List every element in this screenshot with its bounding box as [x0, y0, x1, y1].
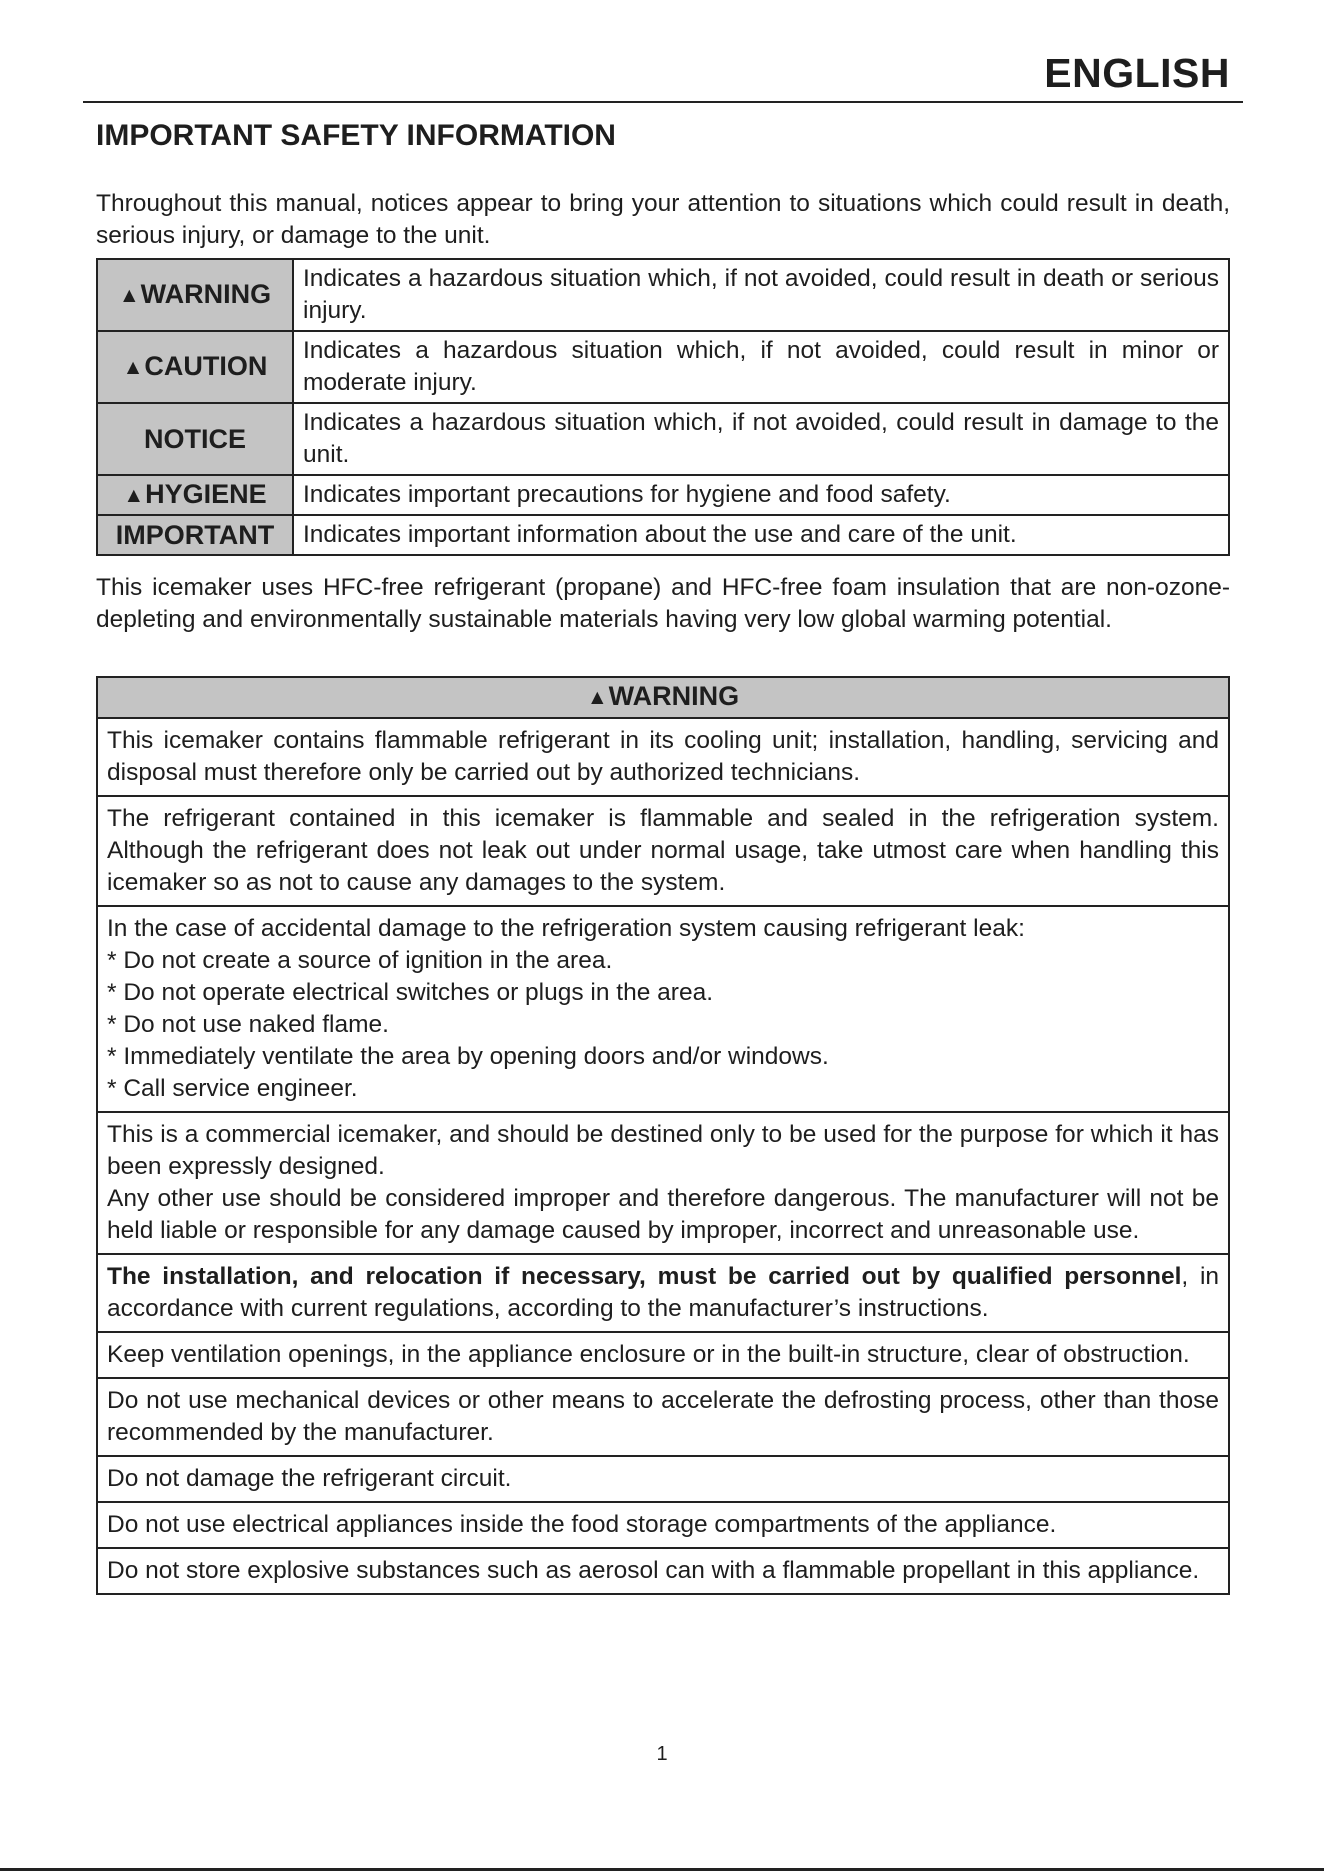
warning-triangle-icon: ▲: [123, 483, 145, 507]
notice-definitions-table: [96, 258, 1230, 556]
notice-description: Indicates important precautions for hygiene and food safety.: [293, 475, 1229, 515]
commercial-line: This is a commercial icemaker, and should be destined only to be used for the purpose for which it has been expressly designed.: [107, 1121, 1219, 1180]
notice-description: Indicates important information about the use and care of the unit.: [293, 515, 1229, 555]
page-bottom-edge: [0, 1868, 1324, 1871]
warning-item-explosive: Do not store explosive substances such as aerosol can with a flammable propellant in this appliance.: [97, 1548, 1229, 1594]
intro-paragraph: Throughout this manual, notices appear to bring your attention to situations which could result in death, serious injury, or damage to the unit.: [96, 190, 1230, 249]
page-title: IMPORTANT SAFETY INFORMATION: [96, 119, 616, 152]
leak-list-item: * Call service engineer.: [107, 1075, 358, 1102]
notice-row-hygiene: [97, 475, 1229, 515]
page-number: 1: [656, 1743, 668, 1765]
notice-row-warning: [97, 259, 1229, 331]
header-divider: [83, 101, 1243, 103]
notice-term: IMPORTANT: [115, 520, 275, 550]
installation-emphasis: The installation, and relocation if necessary, must be carried out by qualified personnel: [107, 1263, 1182, 1290]
warning-item-leak: [97, 906, 1229, 1112]
language-label: ENGLISH: [1044, 50, 1230, 96]
notice-term: NOTICE: [143, 424, 246, 454]
notice-term: CAUTION: [144, 350, 268, 381]
warning-item-commercial: [97, 1112, 1229, 1254]
notice-term: HYGIENE: [145, 478, 267, 509]
warning-item-flammable: This icemaker contains flammable refrigerant in its cooling unit; installation, handling, servicing and disposal must therefore only be carried out by authorized technicians.: [97, 718, 1229, 796]
notice-description: Indicates a hazardous situation which, if not avoided, could result in minor or moderate injury.: [293, 331, 1229, 403]
notice-term: WARNING: [140, 278, 272, 309]
notice-description: Indicates a hazardous situation which, if not avoided, could result in damage to the unit.: [293, 403, 1229, 475]
warning-item-defrosting: Do not use mechanical devices or other means to accelerate the defrosting process, other than those recommended by the manufacturer.: [97, 1378, 1229, 1456]
warning-triangle-icon: ▲: [586, 686, 608, 709]
warning-item-sealed: The refrigerant contained in this icemaker is flammable and sealed in the refrigeration system. Although the refrigerant does not leak out under normal usage, take utmost care when handling this icemaker so as not to cause any damages to the system.: [97, 796, 1229, 906]
commercial-line: Any other use should be considered improper and therefore dangerous. The manufacturer will not be held liable or responsible for any damage caused by improper, incorrect and unreasonable use.: [107, 1185, 1219, 1244]
warning-box: [96, 676, 1230, 1595]
notice-row-important: [97, 515, 1229, 555]
leak-intro: In the case of accidental damage to the refrigeration system causing refrigerant leak:: [107, 915, 1025, 942]
warning-triangle-icon: ▲: [122, 355, 144, 379]
warning-item-ventilation: Keep ventilation openings, in the appliance enclosure or in the built-in structure, clear of obstruction.: [97, 1332, 1229, 1378]
notice-row-notice: [97, 403, 1229, 475]
notice-description: Indicates a hazardous situation which, if not avoided, could result in death or serious injury.: [293, 259, 1229, 331]
leak-list-item: * Immediately ventilate the area by opening doors and/or windows.: [107, 1043, 829, 1070]
warning-item-appliances: Do not use electrical appliances inside the food storage compartments of the appliance.: [97, 1502, 1229, 1548]
warning-item-installation: [97, 1254, 1229, 1332]
warning-item-circuit: Do not damage the refrigerant circuit.: [97, 1456, 1229, 1502]
warning-triangle-icon: ▲: [118, 283, 140, 307]
leak-list-item: * Do not create a source of ignition in the area.: [107, 947, 613, 974]
installation-rest: , in accordance with current regulations, according to the manufacturer’s instructions.: [107, 1263, 1220, 1322]
leak-list-item: * Do not operate electrical switches or plugs in the area.: [107, 979, 714, 1006]
notice-row-caution: [97, 331, 1229, 403]
warning-box-header: ▲WARNING: [97, 677, 1229, 718]
refrigerant-paragraph: This icemaker uses HFC-free refrigerant (propane) and HFC-free foam insulation that are non-ozone-depleting and environmentally sustainable materials having very low global warming potential.: [96, 574, 1230, 633]
leak-list-item: * Do not use naked flame.: [107, 1011, 389, 1038]
